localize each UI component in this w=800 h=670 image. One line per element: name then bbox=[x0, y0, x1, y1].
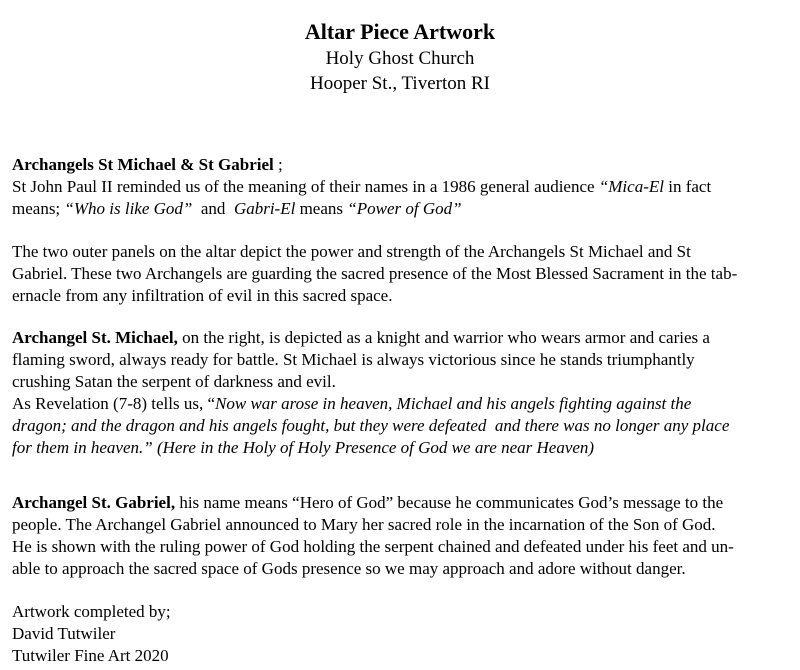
intro-heading: Archangels St Michael & St Gabriel bbox=[12, 155, 274, 174]
panels-line-1: The two outer panels on the altar depict the power and strength of the Archangels St Michael and St bbox=[12, 242, 691, 261]
michael-name: Archangel St. Michael, bbox=[12, 328, 178, 347]
panels-line-3: ernacle from any infiltration of evil in this sacred space. bbox=[12, 286, 393, 305]
michael-line-5 bbox=[12, 415, 792, 437]
gabriel-line-2: people. The Archangel Gabriel announced to Mary her sacred role in the incarnation of the Son of God. bbox=[12, 515, 716, 534]
intro-line-3 bbox=[12, 198, 792, 220]
intro-name-michael: “Mica-El bbox=[598, 177, 664, 196]
revelation-quote: dragon; and the dragon and his angels fought, but they were defeated and there was no longer any place bbox=[12, 416, 730, 435]
intro-quote-power-of-god: “Power of God” bbox=[347, 199, 462, 218]
credits-artist: David Tutwiler bbox=[12, 624, 116, 643]
panels-line-2: Gabriel. These two Archangels are guarding the sacred presence of the Most Blessed Sacrament in the tab- bbox=[12, 264, 738, 283]
michael-line-6 bbox=[12, 437, 792, 459]
church-address: Hooper St., Tiverton RI bbox=[310, 73, 490, 94]
michael-text: As Revelation (7-8) tells us, “ bbox=[12, 394, 216, 413]
credits-studio: Tutwiler Fine Art 2020 bbox=[12, 646, 169, 665]
intro-text: and bbox=[192, 199, 234, 218]
document-header bbox=[0, 18, 800, 96]
intro-text: means; bbox=[12, 199, 65, 218]
gabriel-line-3: He is shown with the ruling power of God holding the serpent chained and defeated under his feet and un- bbox=[12, 537, 734, 556]
credits-line-1: Artwork completed by; bbox=[12, 602, 171, 621]
michael-line-4 bbox=[12, 393, 792, 415]
michael-line-1 bbox=[12, 327, 792, 349]
michael-line-3: crushing Satan the serpent of darkness and evil. bbox=[12, 372, 336, 391]
revelation-quote: Now war arose in heaven, Michael and his angels fighting against the bbox=[215, 394, 692, 413]
intro-line-2 bbox=[12, 176, 792, 198]
michael-text: on the right, is depicted as a knight and warrior who wears armor and caries a bbox=[177, 328, 710, 347]
intro-quote-who-is-like-god: “Who is like God” bbox=[64, 199, 193, 218]
revelation-quote: for them in heaven.” (Here in the Holy of Holy Presence of God we are near Heaven) bbox=[12, 438, 595, 457]
gabriel-text: his name means “Hero of God” because he communicates God’s message to the bbox=[175, 493, 724, 512]
intro-name-gabriel: Gabri-El bbox=[233, 199, 296, 218]
page-title: Altar Piece Artwork bbox=[304, 19, 496, 44]
intro-text: in fact bbox=[663, 177, 712, 196]
gabriel-line-4: able to approach the sacred space of Gods presence so we may approach and adore without danger. bbox=[12, 559, 686, 578]
intro-line-1 bbox=[12, 154, 792, 176]
michael-line-2: flaming sword, always ready for battle. St Michael is always victorious since he stands triumphantly bbox=[12, 350, 695, 369]
gabriel-line-1 bbox=[12, 492, 792, 514]
gabriel-name: Archangel St. Gabriel, bbox=[12, 493, 176, 512]
intro-text: means bbox=[295, 199, 348, 218]
church-name: Holy Ghost Church bbox=[325, 48, 475, 69]
intro-text: St John Paul II reminded us of the meaning of their names in a 1986 general audience bbox=[12, 177, 599, 196]
intro-heading-tail: ; bbox=[273, 155, 283, 174]
